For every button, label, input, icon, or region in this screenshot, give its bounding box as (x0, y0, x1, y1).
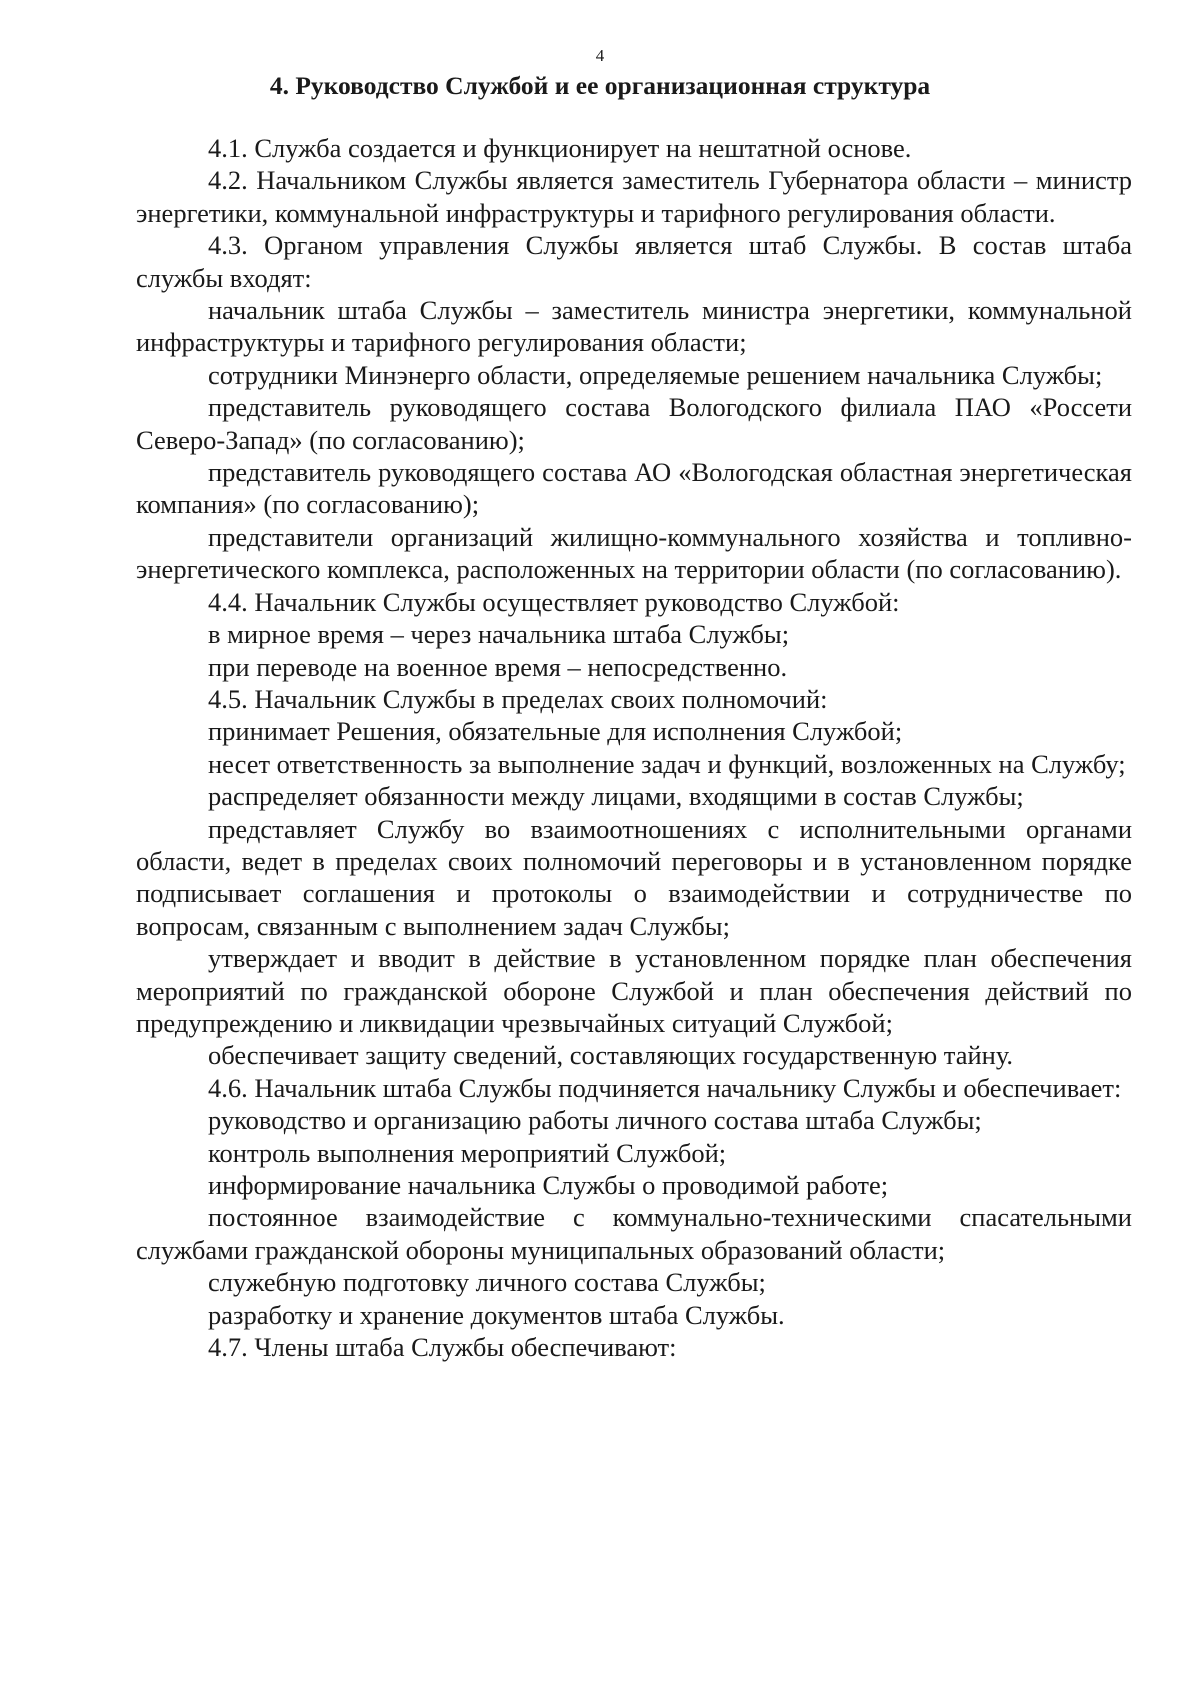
paragraph: несет ответственность за выполнение задач и функций, возложенных на Службу; (208, 748, 1126, 779)
paragraph: служебную подготовку личного состава Службы; (208, 1267, 766, 1298)
paragraph: 4.6. Начальник штаба Службы подчиняется начальнику Службы и обеспечивает: (208, 1072, 1122, 1103)
paragraph: информирование начальника Службы о проводимой работе; (208, 1170, 889, 1200)
paragraph: 4.4. Начальник Службы осуществляет руководство Службой: (208, 586, 900, 617)
paragraph: представитель руководящего состава Вологодского филиала ПАО «Россети Северо-Запад» (по согласованию); (136, 392, 1132, 455)
paragraph: 4.7. Члены штаба Службы обеспечивают: (208, 1332, 677, 1363)
paragraph: 4.2. Начальником Службы является заместитель Губернатора области – министр энергетики, коммунальной инфраструктуры и тарифного регулирования области. (136, 165, 1132, 228)
paragraph: 4.1. Служба создается и функционирует на нештатной основе. (208, 133, 912, 163)
paragraph: при переводе на военное время – непосредственно. (208, 651, 788, 682)
paragraph: представители организаций жилищно-коммунального хозяйства и топливно-энергетического комплекса, расположенных на территории области (по согласованию). (136, 521, 1132, 585)
paragraph: 4.5. Начальник Службы в пределах своих полномочий: (208, 683, 828, 714)
paragraph: утверждает и вводит в действие в установленном порядке план обеспечения мероприятий по гражданской обороне Службой и план обеспечения действий по предупреждению и ликвидации чрезвычайных ситуаций Службой; (136, 943, 1132, 1038)
section-heading: 4. Руководство Службой и ее организационная структура (269, 71, 931, 100)
page-number: 4 (595, 46, 605, 65)
paragraph: в мирное время – через начальника штаба Службы; (208, 619, 790, 650)
paragraph: 4.3. Органом управления Службы является штаб Службы. В состав штаба службы входят: (136, 230, 1132, 293)
paragraph: начальник штаба Службы – заместитель министра энергетики, коммунальной инфраструктуры и тарифного регулирования области; (136, 295, 1132, 358)
document-body (136, 132, 1132, 1363)
paragraph: обеспечивает защиту сведений, составляющих государственную тайну. (208, 1040, 1014, 1071)
paragraph: представляет Службу во взаимоотношениях с исполнительными органами области, ведет в пределах своих полномочий переговоры и в установленном порядке подписывает соглашения и протоколы о взаимодействии и сотрудничестве по вопросам, связанным с выполнением задач Службы; (136, 813, 1132, 941)
paragraph: постоянное взаимодействие с коммунально-техническими спасательными службами гражданской обороны муниципальных образований области; (136, 1202, 1132, 1265)
paragraph: принимает Решения, обязательные для исполнения Службой; (208, 716, 903, 747)
paragraph: разработку и хранение документов штаба Службы. (208, 1299, 785, 1330)
paragraph: сотрудники Минэнерго области, определяемые решением начальника Службы; (208, 359, 1103, 390)
paragraph: представитель руководящего состава АО «Вологодская областная энергетическая компания» (по согласованию); (136, 457, 1132, 520)
paragraph: контроль выполнения мероприятий Службой; (208, 1137, 727, 1168)
paragraph: распределяет обязанности между лицами, входящими в состав Службы; (208, 781, 1024, 812)
paragraph: руководство и организацию работы личного состава штаба Службы; (208, 1105, 982, 1136)
